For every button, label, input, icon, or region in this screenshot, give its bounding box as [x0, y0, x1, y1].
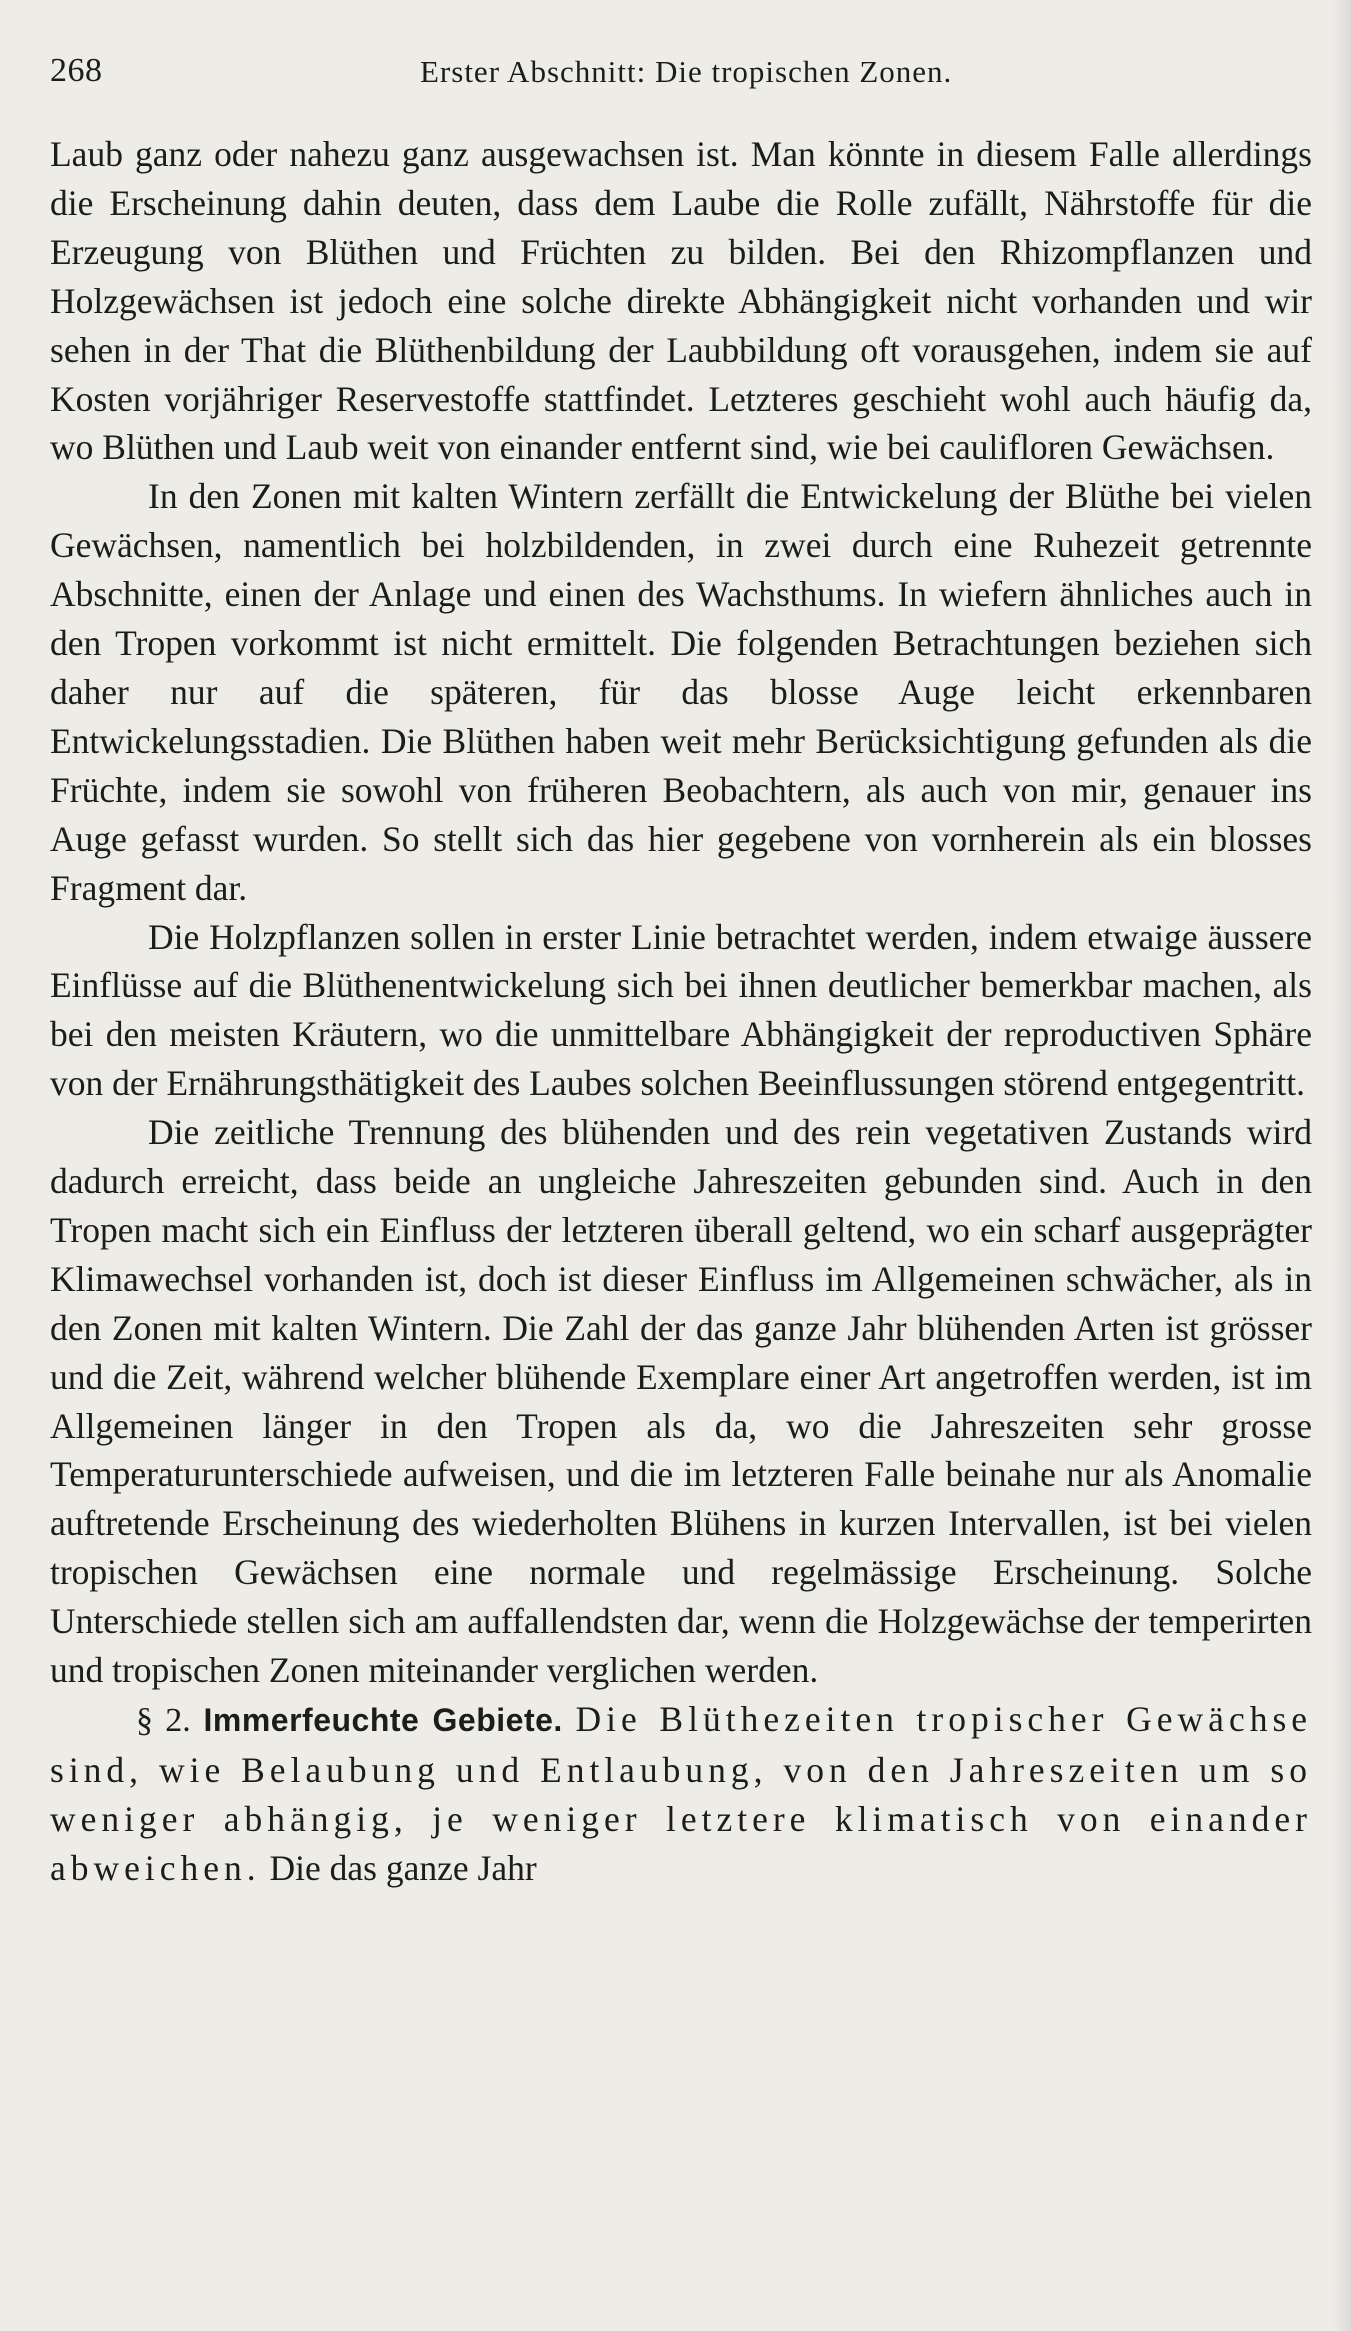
page-edge-shadow	[1333, 0, 1351, 2331]
running-title: Erster Abschnitt: Die tropischen Zonen.	[420, 54, 953, 89]
running-head	[50, 52, 1310, 96]
section-spaced-text: Die Blüthezeiten tropischer Gewächse sind, wie Belaubung und Entlaubung, von den Jahreszeiten um so weniger abhängig, je weniger letztere klimatisch von einander abweichen.	[50, 1699, 1313, 1888]
page-number: 268	[50, 52, 103, 89]
body-text	[50, 130, 1312, 1893]
paragraph-2: In den Zonen mit kalten Wintern zerfällt die Entwickelung der Blüthe bei vielen Gewächsen, namentlich bei holzbildenden, in zwei durch eine Ruhezeit getrennte Abschnitte, einen der Anlage und einen des Wachsthums. In wiefern ähnliches auch in den Tropen vorkommt ist nicht ermittelt. Die folgenden Betrachtungen beziehen sich daher nur auf die späteren, für das blosse Auge leicht erkennbaren Entwickelungsstadien. Die Blüthen haben weit mehr Berücksichtigung gefunden als die Früchte, indem sie sowohl von früheren Beobachtern, als auch von mir, genauer ins Auge gefasst wurden. So stellt sich das hier gegebene von vornherein als ein blosses Fragment dar.	[50, 476, 1312, 908]
section-number: § 2.	[136, 1702, 191, 1739]
paragraph-4: Die zeitliche Trennung des blühenden und des rein vegetativen Zustands wird dadurch erreicht, dass beide an ungleiche Jahreszeiten gebunden sind. Auch in den Tropen macht sich ein Einfluss der letzteren überall geltend, wo ein scharf ausgeprägter Klimawechsel vorhanden ist, doch ist dieser Einfluss im Allgemeinen schwächer, als in den Zonen mit kalten Wintern. Die Zahl der das ganze Jahr blühenden Arten ist grösser und die Zeit, während welcher blühende Exemplare einer Art angetroffen werden, ist im Allgemeinen länger in den Tropen als da, wo die Jahreszeiten sehr grosse Temperaturunterschiede aufweisen, und die im letzteren Falle beinahe nur als Anomalie auftretende Erscheinung des wiederholten Blühens in kurzen Intervallen, ist bei vielen tropischen Gewächsen eine normale und regelmässige Erscheinung. Solche Unterschiede stellen sich am auffallendsten dar, wenn die Holzgewächse der temperirten und tropischen Zonen miteinander verglichen werden.	[50, 1112, 1312, 1691]
paragraph-3: Die Holzpflanzen sollen in erster Linie betrachtet werden, indem etwaige äussere Einflüsse auf die Blüthenentwickelung sich bei ihnen deutlicher bemerkbar machen, als bei den meisten Kräutern, wo die unmittelbare Abhängigkeit der reproductiven Sphäre von der Ernährungsthätigkeit des Laubes solchen Beeinflussungen störend entgegentritt.	[50, 916, 1312, 1104]
section-heading: Immerfeuchte Gebiete.	[203, 1702, 563, 1738]
paragraph-1: Laub ganz oder nahezu ganz ausgewachsen ist. Man könnte in diesem Falle allerdings die Erscheinung dahin deuten, dass dem Laube die Rolle zufällt, Nährstoffe für die Erzeugung von Blüthen und Früchten zu bilden. Bei den Rhizompflanzen und Holzgewächsen ist jedoch eine solche direkte Abhängigkeit nicht vorhanden und wir sehen in der That die Blüthenbildung der Laubbildung oft vorausgehen, indem sie auf Kosten vorjähriger Reservestoffe stattfindet. Letzteres geschieht wohl auch häufig da, wo Blüthen und Laub weit von einander entfernt sind, wie bei caulifloren Gewächsen.	[50, 134, 1312, 468]
section-continuation: Die das ganze Jahr	[269, 1847, 537, 1888]
section-paragraph	[50, 1695, 1312, 1893]
